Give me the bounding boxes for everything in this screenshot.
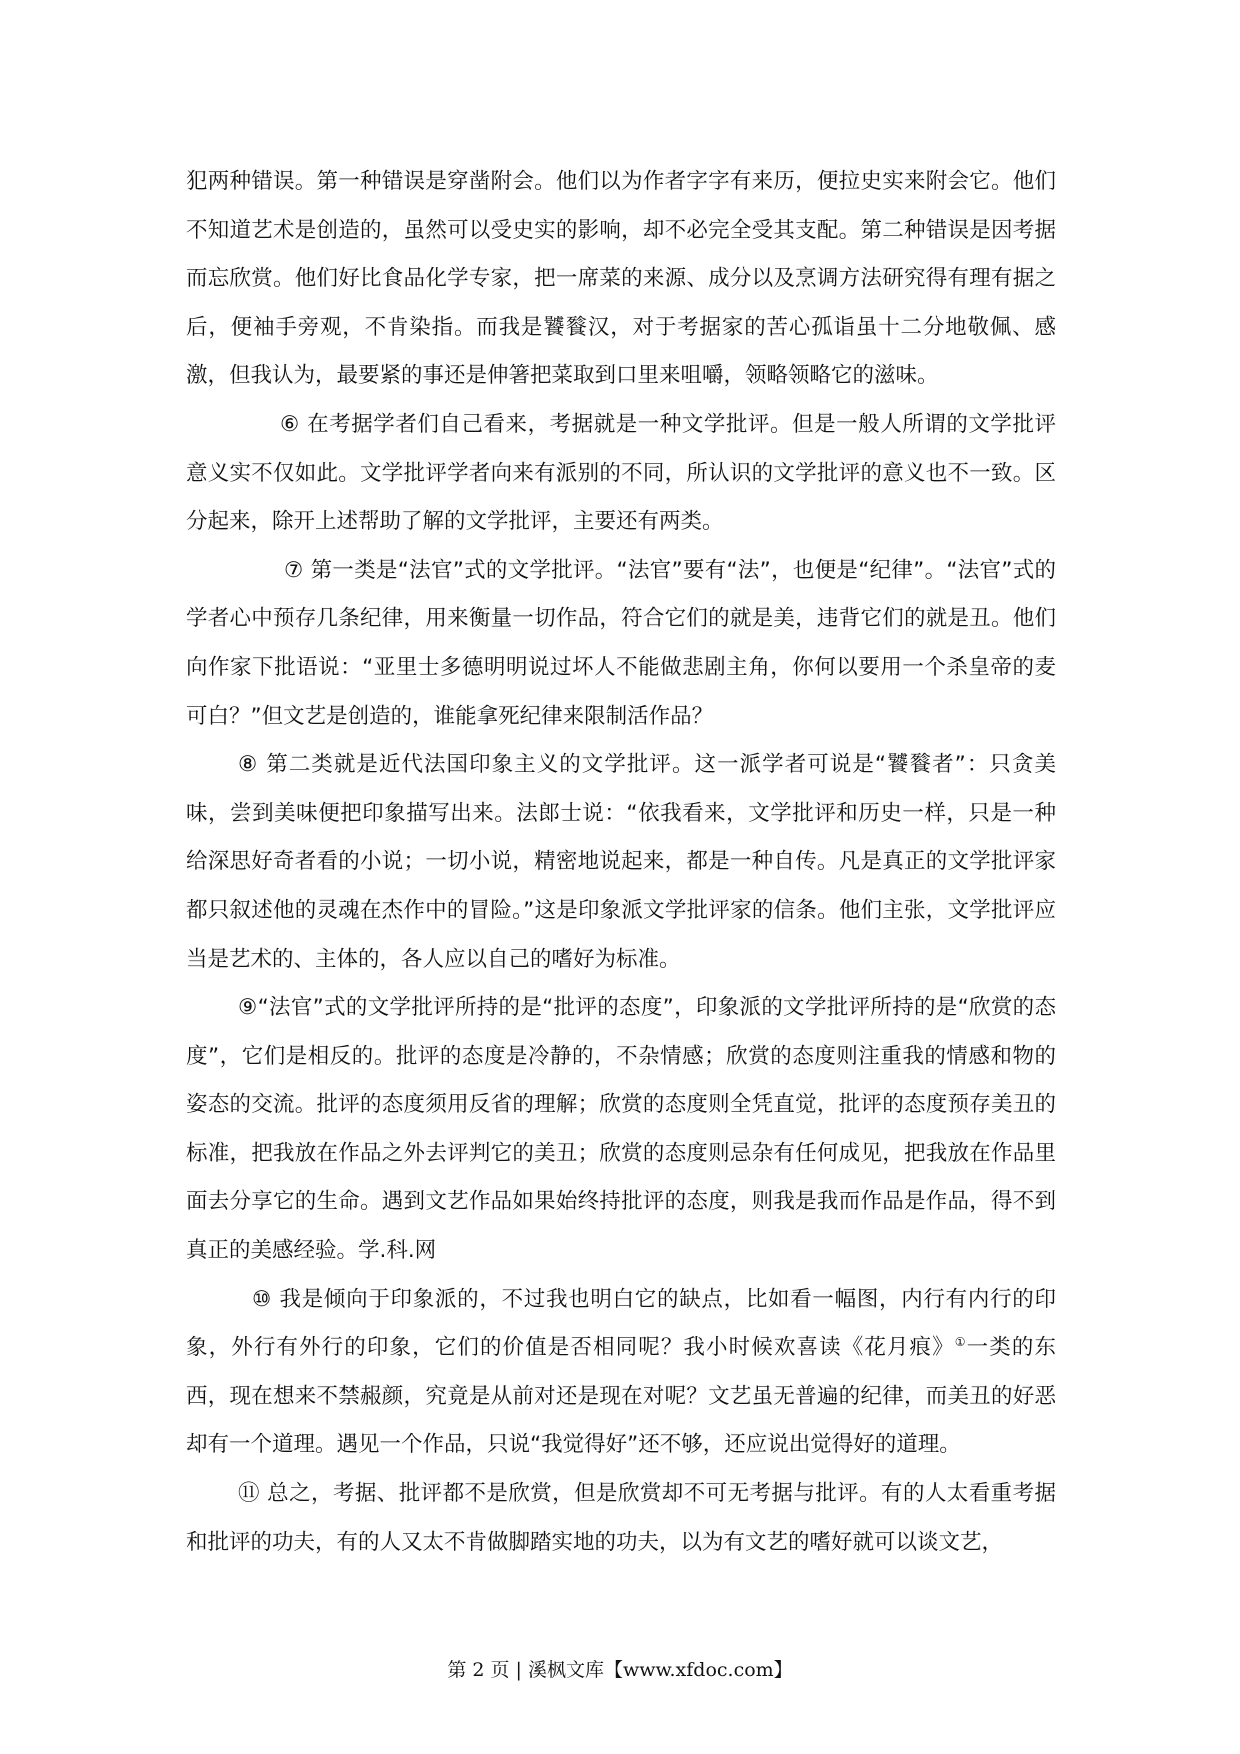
paragraph-7: ⑦ 第一类是“法官”式的文学批评。“法官”要有“法”，也便是“纪律”。“法官”式的学者心中预存几条纪律，用来衡量一切作品，符合它们的就是美，违背它们的就是丑。他们向作家下批语说：“亚里士多德明明说过坏人不能做悲剧主角，你何以要用一个杀皇帝的麦可白？”但文艺是创造的，谁能拿死纪律来限制活作品？ <box>186 557 1056 729</box>
paragraph-10-part-1: ⑩ 我是倾向于印象派的，不过我也明白它的缺点，比如看一幅图，内行有内行的印象，外行有外行的印象，它们的价值是否相同呢？我小时候欢喜读《花月痕》 <box>186 1286 1056 1361</box>
article-body <box>186 158 1056 1567</box>
paragraph-5-continuation: 犯两种错误。第一种错误是穿凿附会。他们以为作者字字有来历，便拉史实来附会它。他们不知道艺术是创造的，虽然可以受史实的影响，却不必完全受其支配。第二种错误是因考据而忘欣赏。他们好比食品化学专家，把一席菜的来源、成分以及烹调方法研究得有理有据之后，便袖手旁观，不肯染指。而我是饕餮汉，对于考据家的苦心孤诣虽十二分地敬佩、感激，但我认为，最要紧的事还是伸箸把菜取到口里来咀嚼，领略领略它的滋味。 <box>186 169 1056 389</box>
paragraph-8: ⑧ 第二类就是近代法国印象主义的文学批评。这一派学者可说是“饕餮者”：只贪美味，尝到美味便把印象描写出来。法郎士说：“依我看来，文学批评和历史一样，只是一种给深思好奇者看的小说；一切小说，精密地说起来，都是一种自传。凡是真正的文学批评家都只叙述他的灵魂在杰作中的冒险。”这是印象派文学批评家的信条。他们主张，文学批评应当是艺术的、主体的，各人应以自己的嗜好为标准。 <box>186 752 1056 972</box>
paragraph-11: ⑪ 总之，考据、批评都不是欣赏，但是欣赏却不可无考据与批评。有的人太看重考据和批评的功夫，有的人又太不肯做脚踏实地的功夫，以为有文艺的嗜好就可以谈文艺， <box>186 1481 1056 1555</box>
paragraph-10-part-2: 一类的东西，现在想来不禁赧颜，究竟是从前对还是现在对呢？文艺虽无普遍的纪律，而美丑的好恶却有一个道理。遇见一个作品，只说“我觉得好”还不够，还应说出觉得好的道理。 <box>186 1335 1056 1458</box>
paragraph-10 <box>186 1276 1056 1470</box>
page-footer: 第 2 页 | 溪枫文库【www.xfdoc.com】 <box>447 1659 793 1681</box>
paragraph-9: ⑨“法官”式的文学批评所持的是“批评的态度”，印象派的文学批评所持的是“欣赏的态度”，它们是相反的。批评的态度是冷静的，不杂情感；欣赏的态度则注重我的情感和物的姿态的交流。批评的态度须用反省的理解；欣赏的态度则全凭直觉，批评的态度预存美丑的标准，把我放在作品之外去评判它的美丑；欣赏的态度则忌杂有任何成见，把我放在作品里面去分享它的生命。遇到文艺作品如果始终持批评的态度，则我是我而作品是作品，得不到真正的美感经验。学.科.网 <box>186 995 1056 1264</box>
paragraph-6: ⑥ 在考据学者们自己看来，考据就是一种文学批评。但是一般人所谓的文学批评意义实不仅如此。文学批评学者向来有派别的不同，所认识的文学批评的意义也不一致。区分起来，除开上述帮助了解的文学批评，主要还有两类。 <box>186 411 1056 535</box>
footnote-marker: ① <box>954 1335 967 1350</box>
